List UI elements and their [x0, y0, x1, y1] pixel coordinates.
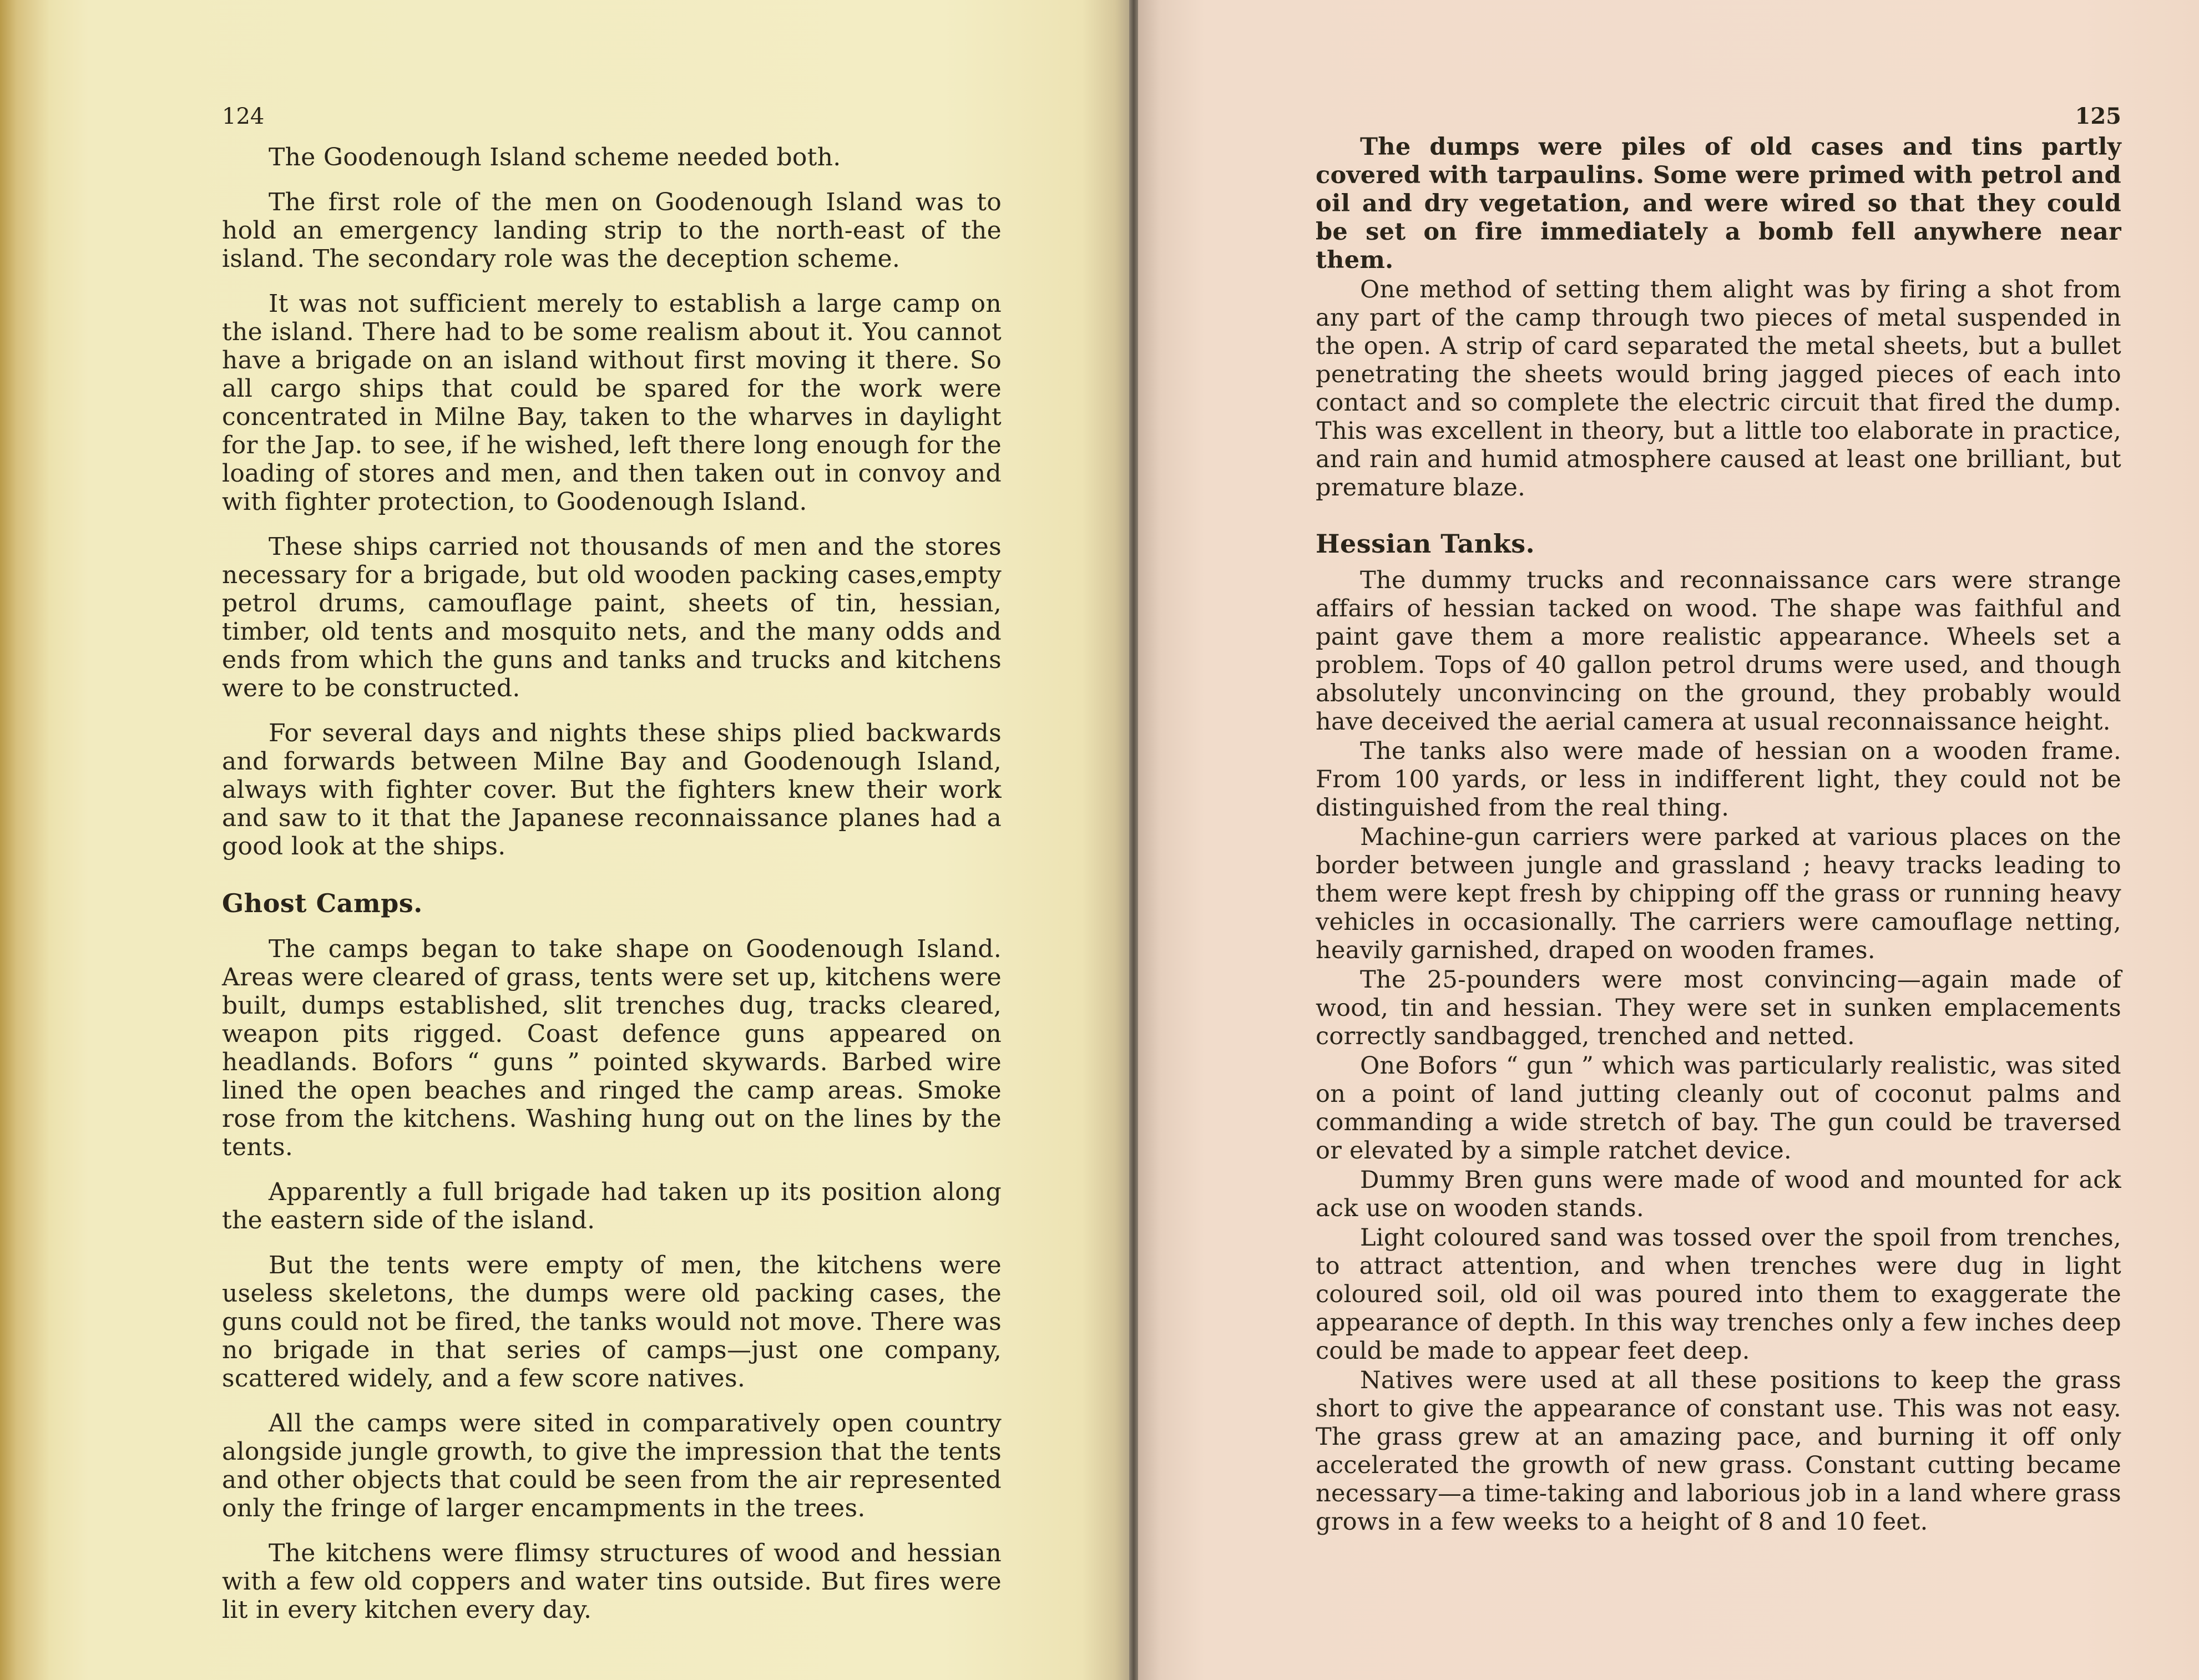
paragraph: The 25-pounders were most convincing—again made of wood, tin and hessian. They were set in sunken emplacements correctly sandbagged, trenched and netted.	[1316, 966, 2121, 1050]
section-heading: Hessian Tanks.	[1316, 529, 1535, 559]
paragraph: But the tents were empty of men, the kitchens were useless skeletons, the dumps were old packing cases, the guns could not be fired, the tanks would not move. There was no brigade in that series of camps—just one company, scattered widely, and a few score natives.	[222, 1251, 1002, 1393]
book-gutter	[1129, 0, 1138, 1680]
section-heading: Ghost Camps.	[222, 888, 423, 918]
page-number: 124	[222, 104, 265, 129]
paragraph: The dumps were piles of old cases and tins partly covered with tarpaulins. Some were primed with petrol and oil and dry vegetation, and were wired so that they could be set on fire immediately a bomb fell anywhere near them.	[1316, 133, 2121, 274]
paragraph: The tanks also were made of hessian on a wooden frame. From 100 yards, or less in indifferent light, they could not be distinguished from the real thing.	[1316, 737, 2121, 822]
paragraph: For several days and nights these ships plied backwards and forwards between Milne Bay and Goodenough Island, always with fighter cover. But the fighters knew their work and saw to it that the Japanese reconnaissance planes had a good look at the ships.	[222, 719, 1002, 861]
paragraph: Apparently a full brigade had taken up its position along the eastern side of the island.	[222, 1178, 1002, 1234]
paragraph: These ships carried not thousands of men and the stores necessary for a brigade, but old wooden packing cases,empty petrol drums, camouflage paint, sheets of tin, hessian, timber, old tents and mosquito nets, and the many odds and ends from which the guns and tanks and trucks and kitchens were to be constructed.	[222, 533, 1002, 702]
paragraph: The camps began to take shape on Goodenough Island. Areas were cleared of grass, tents were set up, kitchens were built, dumps established, slit trenches dug, tracks cleared, weapon pits rigged. Coast defence guns appeared on headlands. Bofors “ guns ” pointed skywards. Barbed wire lined the open beaches and ringed the camp areas. Smoke rose from the kitchens. Washing hung out on the lines by the tents.	[222, 935, 1002, 1161]
paragraph: The Goodenough Island scheme needed both.	[269, 143, 841, 171]
right-page	[1138, 0, 2199, 1680]
paragraph: One method of setting them alight was by firing a shot from any part of the camp through two pieces of metal suspended in the open. A strip of card separated the metal sheets, but a bullet penetrating the sheets would bring jagged pieces of each into contact and so complete the electric circuit that fired the dump. This was excellent in theory, but a little too elaborate in practice, and rain and humid atmosphere caused at least one brilliant, but premature blaze.	[1316, 276, 2121, 502]
paragraph: Machine-gun carriers were parked at various places on the border between jungle and grassland ; heavy tracks leading to them were kept fresh by chipping off the grass or running heavy vehicles in occasionally. The carriers were camouflage netting, heavily garnished, draped on wooden frames.	[1316, 823, 2121, 964]
paragraph: Natives were used at all these positions to keep the grass short to give the appearance of constant use. This was not easy. The grass grew at an amazing pace, and burning it off only accelerated the growth of new grass. Constant cutting became necessary—a time-taking and laborious job in a land where grass grows in a few weeks to a height of 8 and 10 feet.	[1316, 1367, 2121, 1536]
page-number: 125	[2075, 103, 2121, 129]
paragraph: One Bofors “ gun ” which was particularly realistic, was sited on a point of land jutting cleanly out of coconut palms and commanding a wide stretch of bay. The gun could be traversed or elevated by a simple ratchet device.	[1316, 1052, 2121, 1165]
paragraph: It was not sufficient merely to establish a large camp on the island. There had to be some realism about it. You cannot have a brigade on an island without first moving it there. So all cargo ships that could be spared for the work were concentrated in Milne Bay, taken to the wharves in daylight for the Jap. to see, if he wished, left there long enough for the loading of stores and men, and then taken out in convoy and with fighter protection, to Goodenough Island.	[222, 290, 1002, 516]
paragraph: The first role of the men on Goodenough Island was to hold an emergency landing strip to the north-east of the island. The secondary role was the deception scheme.	[222, 188, 1002, 273]
paragraph: The kitchens were flimsy structures of wood and hessian with a few old coppers and water tins outside. But fires were lit in every kitchen every day.	[222, 1539, 1002, 1624]
paragraph: All the camps were sited in comparatively open country alongside jungle growth, to give the impression that the tents and other objects that could be seen from the air represented only the fringe of larger encampments in the trees.	[222, 1409, 1002, 1522]
paragraph: Light coloured sand was tossed over the spoil from trenches, to attract attention, and when trenches were dug in light coloured soil, old oil was poured into them to exaggerate the appearance of depth. In this way trenches only a few inches deep could be made to appear feet deep.	[1316, 1224, 2121, 1365]
paragraph: The dummy trucks and reconnaissance cars were strange affairs of hessian tacked on wood. The shape was faithful and paint gave them a more realistic appearance. Wheels set a problem. Tops of 40 gallon petrol drums were used, and though absolutely unconvincing on the ground, they probably would have deceived the aerial camera at usual reconnaissance height.	[1316, 566, 2121, 736]
paragraph: Dummy Bren guns were made of wood and mounted for ack ack use on wooden stands.	[1316, 1166, 2121, 1222]
